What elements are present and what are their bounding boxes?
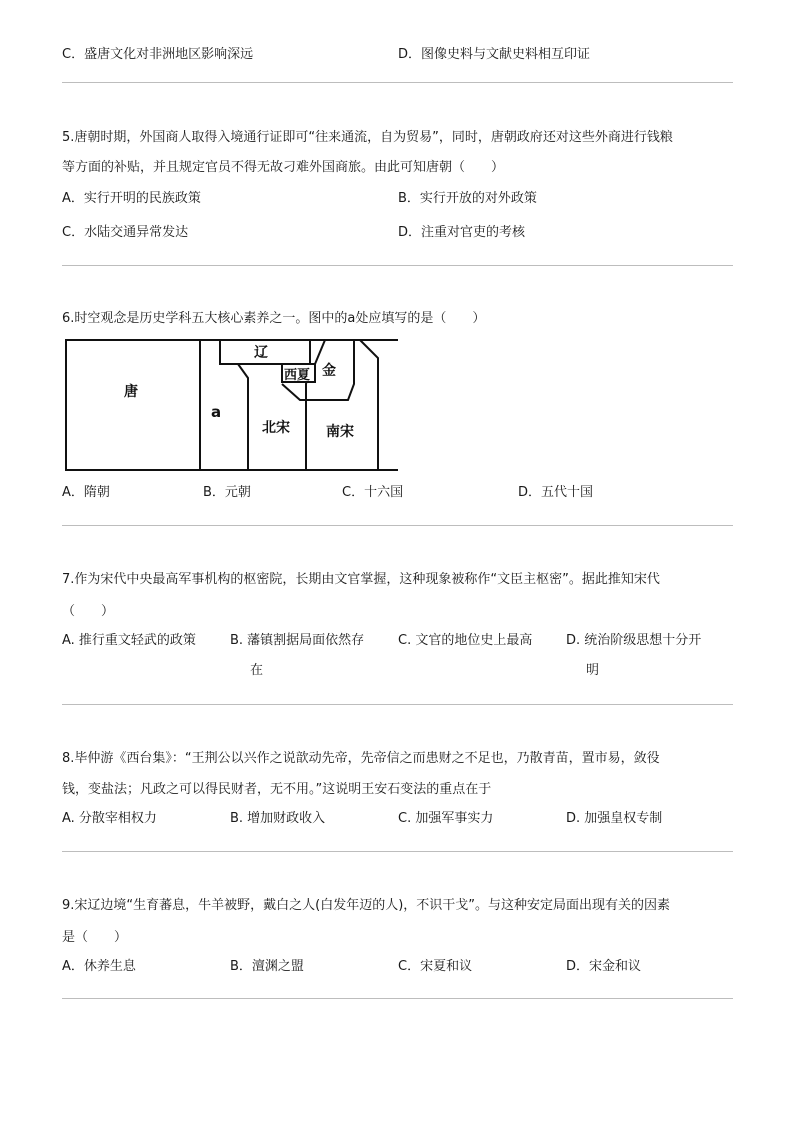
dynasty-timeline-diagram — [60, 336, 405, 474]
q9-option-a[interactable]: A．休养生息 — [62, 959, 136, 974]
label-tang: 唐 — [124, 384, 138, 400]
q9-option-d[interactable]: D．宋金和议 — [566, 959, 642, 974]
q8-option-d[interactable]: D. 加强皇权专制 — [566, 811, 663, 826]
q9-stem-line2: 是（ ） — [62, 930, 128, 945]
q5-option-b[interactable]: B．实行开放的对外政策 — [398, 191, 537, 206]
q9-option-c[interactable]: C．宋夏和议 — [398, 959, 473, 974]
q7-option-d[interactable] — [566, 632, 701, 680]
q7-option-b[interactable] — [230, 632, 364, 680]
q7-stem-line1: 7.作为宋代中央最高军事机构的枢密院，长期由文官掌握，这种现象被称作“文臣主枢密”。据此推知宋代 — [62, 572, 660, 587]
q5-option-a[interactable]: A．实行开明的民族政策 — [62, 191, 201, 206]
q6-option-a[interactable]: A．隋朝 — [62, 485, 110, 500]
q6-option-b[interactable]: B．元朝 — [203, 485, 251, 500]
q7-option-c[interactable]: C. 文官的地位史上最高 — [398, 633, 533, 648]
q8-option-a[interactable]: A. 分散宰相权力 — [62, 811, 157, 826]
q7-option-b-line1: B. 藩镇割据局面依然存 — [230, 633, 365, 648]
divider — [62, 525, 733, 526]
divider — [62, 998, 733, 999]
divider — [62, 82, 733, 83]
label-jin: 金 — [322, 363, 336, 379]
divider — [62, 265, 733, 266]
q9-option-b[interactable]: B．澶渊之盟 — [230, 959, 304, 974]
q7-option-d-line1: D. 统治阶级思想十分开 — [566, 633, 702, 648]
q8-option-c[interactable]: C. 加强军事实力 — [398, 811, 494, 826]
q8-stem-line2: 钱，变盐法；凡政之可以得民财者，无不用。”这说明王安石变法的重点在于 — [62, 782, 492, 797]
q6-option-c[interactable]: C．十六国 — [342, 485, 404, 500]
q5-stem-line2: 等方面的补贴，并且规定官员不得无故刁难外国商旅。由此可知唐朝（ ） — [62, 160, 505, 175]
q7-stem-line2: （ ） — [62, 604, 115, 619]
label-beisong: 北宋 — [262, 420, 290, 436]
q6-option-d[interactable]: D．五代十国 — [518, 485, 594, 500]
q7-option-a[interactable]: A. 推行重文轻武的政策 — [62, 633, 196, 648]
q6-stem: 6.时空观念是历史学科五大核心素养之一。图中的a处应填写的是（ ） — [62, 311, 486, 326]
q4-option-c[interactable]: C．盛唐文化对非洲地区影响深远 — [62, 47, 254, 62]
q7-option-d-line2: 明 — [586, 663, 600, 678]
q4-option-d[interactable]: D．图像史料与文献史料相互印证 — [398, 47, 591, 62]
q5-stem-line1: 5.唐朝时期，外国商人取得入境通行证即可“往来通流，自为贸易”，同时，唐朝政府还对这些外商进行钱粮 — [62, 130, 673, 145]
q7-option-b-line2: 在 — [250, 663, 264, 678]
label-nansong: 南宋 — [326, 424, 354, 440]
q5-option-c[interactable]: C．水陆交通异常发达 — [62, 225, 189, 240]
label-a: a — [211, 403, 222, 421]
divider — [62, 851, 733, 852]
q8-stem-line1: 8.毕仲游《西台集》：“王荆公以兴作之说歆动先帝，先帝信之而患财之不足也，乃散青苗，置市易，敛役 — [62, 751, 660, 766]
q5-option-d[interactable]: D．注重对官吏的考核 — [398, 225, 526, 240]
divider — [62, 704, 733, 705]
label-liao: 辽 — [254, 345, 268, 361]
q8-option-b[interactable]: B. 增加财政收入 — [230, 811, 326, 826]
label-xixia: 西夏 — [284, 368, 311, 383]
q9-stem-line1: 9.宋辽边境“生育蕃息，牛羊被野，戴白之人(白发年迈的人)，不识干戈”。与这种安定局面出现有关的因素 — [62, 898, 671, 913]
